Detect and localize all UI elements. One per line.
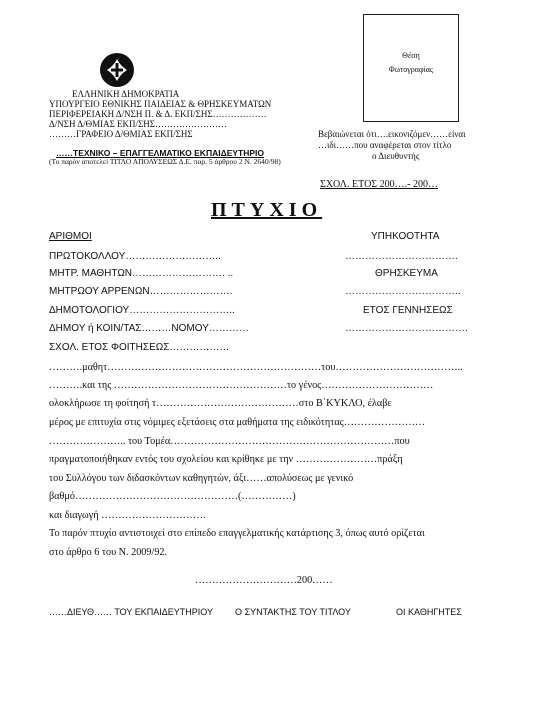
body-line-level: Το παρόν πτυχίο αντιστοιχεί στο επίπεδο επαγγελματικής κατάρτισης 3, όπως αυτό ορίζεται [49, 528, 425, 539]
field-religion-value: …………………………….. [345, 286, 461, 297]
document-title: ΠΤΥΧΙΟ [211, 199, 323, 221]
legal-note: (Το παρόν αποτελεί ΤΙΤΛΟ ΑΠΟΛΥΣΕΩΣ Δ.Ε. παρ. 5 άρθρου 2 Ν. 2640/98) [49, 157, 281, 166]
body-line-mother: ……….και της ……………………………………………το γένος…………………………… [49, 380, 434, 391]
body-line-article: στο άρθρο 6 του Ν. 2009/92. [49, 547, 168, 558]
field-citizenship-value: ……………………………. [345, 251, 458, 262]
signature-teachers: ΟΙ ΚΑΘΗΓΗΤΕΣ [396, 607, 462, 617]
header-line-directorate: Δ/ΝΣΗ Δ/ΘΜΙΑΣ ΕΚΠ/ΣΗΣ…………………… [49, 119, 228, 129]
header-line-regional: ΠΕΡΙΦΕΡΕΙΑΚΗ Δ/ΝΣΗ Π. & Δ. ΕΚΠ/ΣΗΣ……………… [49, 109, 267, 119]
photo-label-2: Φωτογραφίας [388, 65, 434, 74]
signature-author: Ο ΣΥΝΤΑΚΤΗΣ ΤΟΥ ΤΙΤΛΟΥ [235, 607, 351, 617]
field-male-registry: ΜΗΤΡΩΟΥ ΑΡΡΕΝΩΝ……………………. [49, 286, 233, 297]
signature-director: ……ΔΙΕΥΘ…… ΤΟΥ ΕΚΠΑΙΔΕΥΤΗΡΙΟΥ [49, 607, 213, 617]
field-citizenship: ΥΠΗΚΟΟΤΗΤΑ [371, 231, 440, 242]
body-line-sector: ………………….. του Τομέα…………………………………………………………που [49, 436, 410, 447]
body-line-exams: μέρος με επιτυχία στις νόμιμες εξετάσεις στα μαθήματα της ειδικότητας…………………… [49, 417, 426, 428]
field-student-registry: ΜΗΤΡ. ΜΑΘΗΤΩΝ………………………. .. [49, 268, 234, 279]
verify-line-2: …ιδι……που αναφέρεται στον τίτλο [318, 140, 452, 150]
photo-placeholder-box [363, 14, 459, 122]
body-line-completed: ολοκλήρωσε τη φοίτησή τ……………………………………στο Β΄ΚΥΚΛΟ, έλαβε [49, 398, 392, 409]
date-line: …………………………200…… [195, 575, 333, 586]
header-line-ministry: ΥΠΟΥΡΓΕΙΟ ΕΘΝΙΚΗΣ ΠΑΙΔΕΙΑΣ & ΘΡΗΣΚΕΥΜΑΤΩΝ [49, 99, 272, 109]
field-municipality: ΔΗΜΟΥ ή ΚΟΙΝ/ΤΑΣ………ΝΟΜΟΥ………… [49, 323, 249, 334]
body-line-council: του Συλλόγου των διδασκόντων καθηγητών, άξι……απολύσεως με γενικό [49, 473, 354, 484]
verify-line-3: ο Διευθυντής [372, 151, 420, 161]
field-birth-year-value: ………………………………. [345, 323, 468, 334]
photo-label-1: Θέση [402, 51, 420, 60]
school-name: ……ΤΕΧΝΙΚΟ – ΕΠΑΓΓΕΛΜΑΤΙΚΟ ΕΚΠΑΙΔΕΥΤΗΡΙΟ [56, 148, 265, 158]
body-line-student: ……….μαθητ………………………………………………………του……………………………….. [49, 362, 463, 373]
school-year: ΣΧΟΛ. ΕΤΟΣ 200….- 200… [320, 179, 438, 190]
body-line-grade: βαθμό…………………………………………(……………) [49, 491, 296, 502]
body-line-conduct: και διαγωγή …………………………. [49, 510, 206, 521]
field-municipal-registry: ΔΗΜΟΤΟΛΟΓΙΟΥ………………………….. [49, 305, 235, 316]
header-line-republic: ΕΛΛΗΝΙΚΗ ΔΗΜΟΚΡΑΤΙΑ [72, 89, 180, 99]
field-numbers-heading: ΑΡΙΘΜΟΙ [49, 231, 92, 242]
field-protocol: ΠΡΩΤΟΚΟΛΛΟΥ……………………….. [49, 251, 221, 262]
header-line-office: ………ΓΡΑΦΕΙΟ Δ/ΘΜΙΑΣ ΕΚΠ/ΣΗΣ [49, 129, 193, 139]
body-line-held: πραγματοποιήθηκαν εντός του σχολείου και κρίθηκε με την ……………………πράξη [49, 454, 403, 465]
greek-coat-of-arms-icon [100, 53, 134, 87]
field-school-year-attendance: ΣΧΟΛ. ΕΤΟΣ ΦΟΙΤΗΣΕΩΣ……………… [49, 342, 230, 353]
field-birth-year: ΕΤΟΣ ΓΕΝΝΗΣΕΩΣ [363, 305, 453, 316]
verify-line-1: Βεβαιώνεται ότι….εικονιζόμεν……είναι [318, 129, 466, 139]
field-religion: ΘΡΗΣΚΕΥΜΑ [375, 268, 438, 279]
